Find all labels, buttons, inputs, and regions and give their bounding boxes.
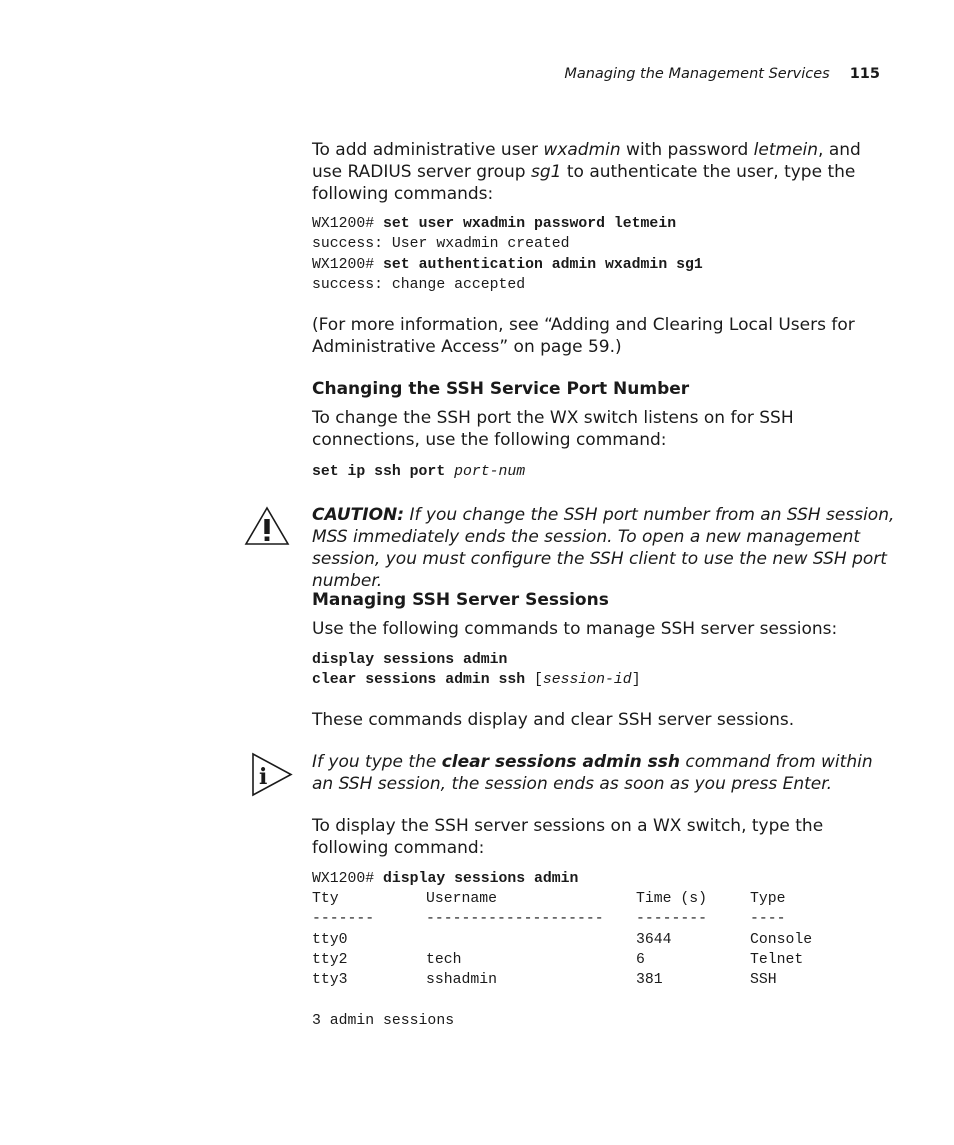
ssh-sessions-paragraph: Use the following commands to manage SSH server sessions: <box>312 619 838 639</box>
table-cell: 381 <box>636 972 663 989</box>
code-example-add-user <box>312 214 703 295</box>
cli-bracket: ] <box>631 672 641 689</box>
table-cell <box>426 930 636 950</box>
header-title: Managing the Management Services <box>564 66 830 82</box>
more-info-paragraph: (For more information, see “Adding and Clearing Local Users for Administrative Access” on page 59.) <box>312 315 855 357</box>
separator: ---- <box>750 911 786 928</box>
table-header-row <box>312 889 830 909</box>
cli-argument: session-id <box>542 672 632 689</box>
table-row <box>312 930 830 950</box>
code-set-ssh-port <box>312 462 525 482</box>
section-heading-ssh-port: Changing the SSH Service Port Number <box>312 379 690 399</box>
sessions-table <box>312 889 830 990</box>
cli-command: display sessions admin <box>383 871 579 887</box>
intro-text: , and use RADIUS server group <box>312 140 861 182</box>
cli-prompt: WX1200# <box>312 216 384 232</box>
table-cell: tty0 <box>312 931 348 948</box>
intro-text: To add administrative user <box>312 140 544 160</box>
table-cell: sshadmin <box>426 972 498 989</box>
cli-bracket: [ <box>534 672 543 689</box>
cli-command: set ip ssh port <box>312 464 455 480</box>
display-intro-paragraph: To display the SSH server sessions on a WX switch, type the following command: <box>312 816 824 858</box>
sessions-description: These commands display and clear SSH server sessions. <box>312 710 795 730</box>
intro-text: with password <box>620 140 754 160</box>
code-sessions-commands <box>312 650 641 691</box>
section-heading-ssh-sessions: Managing SSH Server Sessions <box>312 590 609 610</box>
cli-command: set authentication admin wxadmin sg1 <box>383 256 703 273</box>
svg-text:i: i <box>259 764 268 790</box>
cli-prompt: WX1200# <box>312 871 384 887</box>
table-row <box>312 970 830 990</box>
column-header: Type <box>750 891 786 907</box>
info-text: command from within an SSH session, the session ends as soon as you press Enter. <box>312 752 873 794</box>
table-cell: tty2 <box>312 951 348 968</box>
sessions-output-table <box>312 889 830 990</box>
intro-paragraph <box>312 139 892 205</box>
cli-output: success: change accepted <box>312 276 526 293</box>
table-cell: 3644 <box>636 931 672 948</box>
cli-command: clear sessions admin ssh <box>312 672 534 689</box>
cli-command-line <box>312 869 578 889</box>
sessions-summary: 3 admin sessions <box>312 1013 455 1029</box>
ssh-port-paragraph: To change the SSH port the WX switch listens on for SSH connections, use the following command: <box>312 408 794 450</box>
separator: ------- <box>312 911 375 928</box>
cli-output: success: User wxadmin created <box>312 236 570 253</box>
caution-label: CAUTION: <box>312 505 405 525</box>
table-row <box>312 950 830 970</box>
table-cell: tech <box>426 951 462 968</box>
table-cell: 6 <box>636 951 645 968</box>
cli-argument: port-num <box>454 464 526 480</box>
cli-command: set user wxadmin password letmein <box>383 216 677 232</box>
info-text: If you type the <box>312 752 442 772</box>
table-separator-row <box>312 909 830 929</box>
table-cell: SSH <box>750 972 777 989</box>
intro-password: letmein <box>753 140 819 160</box>
caution-text: If you change the SSH port number from an SSH session, MSS immediately ends the session. To open a new management session, you must configure the SSH client to use the new SSH port number. <box>312 505 895 591</box>
cli-prompt: WX1200# <box>312 256 384 273</box>
table-cell: tty3 <box>312 972 348 989</box>
column-header: Time (s) <box>636 891 708 907</box>
cli-command: display sessions admin <box>312 652 508 668</box>
intro-text: to authenticate the user, type the following commands: <box>312 162 856 204</box>
caution-triangle-icon <box>243 505 291 552</box>
table-cell: Telnet <box>750 951 804 968</box>
separator: -------------------- <box>426 911 604 928</box>
info-command: clear sessions admin ssh <box>441 752 681 772</box>
caution-note <box>312 504 897 592</box>
page-number: 115 <box>849 66 880 82</box>
column-header: Tty <box>312 891 339 907</box>
intro-group: sg1 <box>530 162 562 182</box>
info-note <box>312 751 897 795</box>
column-header: Username <box>426 891 498 907</box>
info-icon <box>250 752 294 803</box>
running-header <box>0 66 880 82</box>
table-cell: Console <box>750 931 813 948</box>
intro-user: wxadmin <box>543 140 621 160</box>
separator: -------- <box>636 911 708 928</box>
